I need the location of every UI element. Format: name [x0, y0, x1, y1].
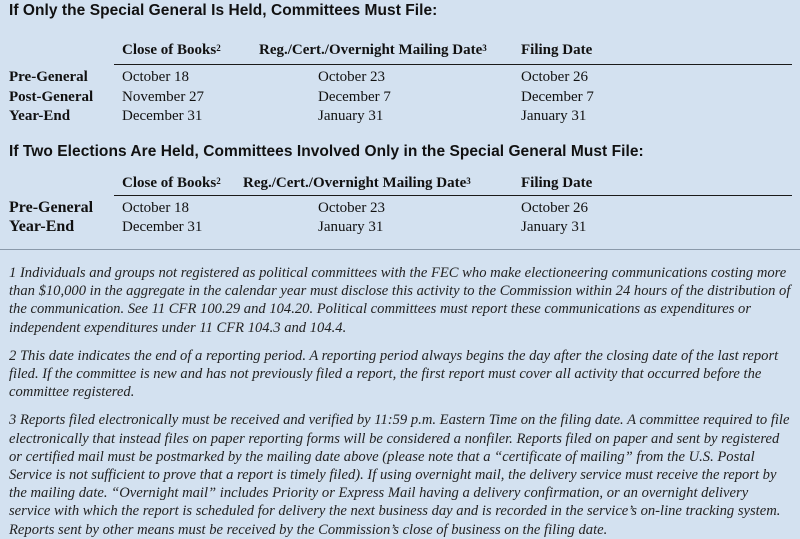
row-label: Pre-General: [9, 69, 88, 85]
section2-heading: If Two Elections Are Held, Committees Involved Only in the Special General Must File:: [9, 143, 644, 160]
s1-col-filing-header: Filing Date: [521, 42, 593, 58]
footnote-3: 3 Reports filed electronically must be received and verified by 11:59 p.m. Eastern Time on the filing date. A committee required to file electronically that instead files on paper reporting forms will be considered a nonfiler. Reports filed on paper and sent by registered or certified mail must be postmarked by the mailing date above (please note that a “certificate of mailing” from the U.S. Postal Service is not sufficient to prove that a report is timely filed). If using overnight mail, the delivery service must receive the report by the mailing date. “Overnight mail” includes Priority or Express Mail having a delivery confirmation, or an overnight delivery service with which the report is scheduled for delivery the next business day and is recorded in the service’s on-line tracking system. Reports sent by other means must be received by the Commission’s close of business on the filing date.: [9, 412, 790, 538]
close-of-books: December 31: [122, 108, 203, 124]
s2-col-filing-header: Filing Date: [521, 175, 593, 191]
close-of-books: October 18: [122, 200, 190, 216]
s2-col-mail-header: Reg./Cert./Overnight Mailing Date$^3$: [243, 175, 471, 191]
mailing-date: October 23: [318, 200, 386, 216]
footnote-2: 2 This date indicates the end of a reporting period. A reporting period always begins the day after the closing date of the last report filed. If the committee is new and has not previously filed a report, the first report must cover all activity that occurred before the committee registered.: [9, 347, 779, 401]
close-of-books: December 31: [122, 219, 203, 235]
close-of-books: October 18: [122, 69, 190, 85]
row-label: Post-General: [9, 89, 94, 105]
row-label: Year-End: [9, 218, 75, 235]
row-label: Year-End: [9, 108, 71, 124]
s2-header-rule: [114, 195, 792, 196]
footnote-1: 1 Individuals and groups not registered as political committees with the FEC who make electioneering communications costing more than $10,000 in the aggregate in the calendar year must disclose this activity to the Commission within 24 hours of the distribution of the communication. See 11 CFR 100.29 and 104.20. Political committees must report these communications as expenditures or independent expenditures under 11 CFR 104.3 and 104.4.: [9, 265, 791, 336]
row-label: Pre-General: [9, 199, 94, 216]
filing-date: January 31: [521, 108, 587, 124]
s2-col-close-header: Close of Books$^2$: [122, 175, 221, 191]
s1-col-mail-header: Reg./Cert./Overnight Mailing Date$^3$: [259, 42, 487, 58]
s1-col-close-header: Close of Books$^2$: [122, 42, 221, 58]
footnote-separator: [0, 249, 800, 250]
filing-date: October 26: [521, 200, 589, 216]
close-of-books: November 27: [122, 89, 205, 105]
mailing-date: January 31: [318, 219, 384, 235]
filing-date: December 7: [521, 89, 594, 105]
mailing-date: December 7: [318, 89, 391, 105]
mailing-date: January 31: [318, 108, 384, 124]
footnotes: [9, 264, 793, 539]
s1-header-rule: [114, 64, 792, 65]
filing-date: October 26: [521, 69, 589, 85]
filing-date: January 31: [521, 219, 587, 235]
mailing-date: October 23: [318, 69, 386, 85]
section1-heading: If Only the Special General Is Held, Committees Must File:: [9, 2, 438, 19]
